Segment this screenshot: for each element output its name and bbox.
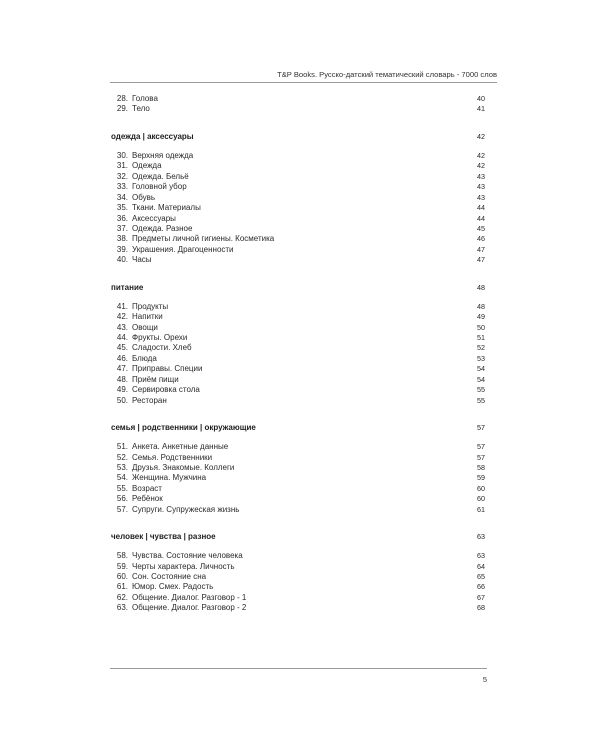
entry-number: 35. — [116, 203, 128, 213]
toc-entry[interactable] — [111, 551, 485, 561]
entry-page: 63 — [477, 551, 485, 561]
entry-number: 48. — [116, 374, 128, 384]
entry-page: 58 — [477, 462, 485, 472]
entry-page: 52 — [477, 343, 485, 353]
section-heading[interactable] — [111, 531, 485, 542]
toc-entry[interactable] — [111, 182, 485, 192]
toc-entry[interactable] — [111, 494, 485, 504]
entry-number: 49. — [116, 385, 128, 395]
entry-page: 42 — [477, 161, 485, 171]
entry-number: 40. — [116, 255, 128, 265]
entry-title: Сервировка стола — [132, 385, 200, 395]
entry-title: Головной убор — [132, 182, 187, 192]
entry-page: 43 — [477, 171, 485, 181]
entry-title: Общение. Диалог. Разговор - 1 — [132, 592, 247, 602]
entry-number: 31. — [116, 161, 128, 171]
toc-entry[interactable] — [111, 234, 485, 244]
entry-number: 29. — [116, 104, 128, 114]
entry-number: 45. — [116, 343, 128, 353]
entry-page: 66 — [477, 582, 485, 592]
entry-number: 44. — [116, 333, 128, 342]
entry-number: 54. — [116, 473, 128, 483]
entry-title: Голова — [132, 94, 158, 103]
entry-page: 48 — [477, 301, 485, 311]
entry-number: 50. — [116, 395, 128, 405]
entry-title: Ресторан — [132, 395, 167, 405]
toc-section — [111, 131, 485, 266]
running-header — [110, 70, 497, 83]
toc-entry[interactable] — [111, 593, 485, 603]
toc-entry[interactable] — [111, 255, 485, 265]
entry-title: Одежда — [132, 161, 162, 171]
section-heading-page: 42 — [477, 131, 485, 141]
entry-title: Напитки — [132, 312, 163, 322]
entry-page: 54 — [477, 364, 485, 374]
entry-number: 56. — [116, 494, 128, 504]
toc-entry[interactable] — [111, 603, 485, 613]
toc-entry[interactable] — [111, 245, 485, 255]
entry-title: Фрукты. Орехи — [132, 333, 188, 342]
entry-page: 55 — [477, 395, 485, 405]
toc-entry[interactable] — [111, 473, 485, 483]
entry-number: 51. — [116, 442, 128, 452]
entry-title: Женщина. Мужчина — [132, 473, 207, 483]
entry-number: 53. — [116, 462, 128, 472]
entry-page: 53 — [477, 353, 485, 363]
toc-entry[interactable] — [111, 582, 485, 592]
entry-title: Возраст — [132, 483, 162, 493]
toc-entry[interactable] — [111, 323, 485, 333]
entry-page: 45 — [477, 223, 485, 233]
toc-section — [111, 531, 485, 614]
section-heading-title: человек | чувства | разное — [111, 532, 216, 542]
entry-page: 55 — [477, 385, 485, 395]
entry-page: 65 — [477, 572, 485, 581]
entry-page: 57 — [477, 452, 485, 462]
entry-page: 41 — [477, 104, 485, 114]
entry-title: Семья. Родственники — [132, 452, 213, 462]
entry-page: 67 — [477, 592, 485, 602]
entry-page: 49 — [477, 312, 485, 322]
toc-entry[interactable] — [111, 354, 485, 364]
toc-entry[interactable] — [111, 385, 485, 395]
toc-entry[interactable] — [111, 203, 485, 213]
entry-number: 30. — [116, 150, 128, 160]
toc-entry[interactable] — [111, 562, 485, 572]
entry-title: Продукты — [132, 301, 169, 311]
entry-title: Анкета. Анкетные данные — [132, 442, 229, 452]
page-footer — [110, 668, 487, 684]
entry-page: 54 — [477, 374, 485, 384]
entry-title: Блюда — [132, 353, 157, 363]
book-title: T&P Books. Русско-датский тематический словарь - 7000 слов — [277, 70, 497, 79]
entry-title: Супруги. Супружеская жизнь — [132, 504, 240, 514]
entry-page: 60 — [477, 483, 485, 493]
entry-title: Общение. Диалог. Разговор - 2 — [132, 603, 247, 613]
entry-title: Украшения. Драгоценности — [132, 244, 234, 254]
entry-page: 47 — [477, 255, 485, 265]
entry-title: Юмор. Смех. Радость — [132, 582, 214, 592]
entry-page: 51 — [477, 333, 485, 342]
entry-number: 42. — [116, 312, 128, 322]
toc-entry[interactable] — [111, 453, 485, 463]
toc-entry[interactable] — [111, 94, 485, 104]
entry-title: Верхняя одежда — [132, 150, 194, 160]
entry-number: 38. — [116, 234, 128, 244]
entry-title: Аксессуары — [132, 213, 176, 223]
entry-number: 28. — [116, 94, 128, 103]
entry-number: 61. — [116, 582, 128, 592]
entry-number: 59. — [116, 561, 128, 571]
entry-page: 50 — [477, 322, 485, 332]
table-of-contents — [111, 94, 485, 630]
entry-number: 34. — [116, 192, 128, 202]
entry-title: Ткани. Материалы — [132, 203, 201, 213]
entry-number: 62. — [116, 592, 128, 602]
entry-title: Друзья. Знакомые. Коллеги — [132, 462, 235, 472]
toc-entry[interactable] — [111, 214, 485, 224]
section-heading-page: 48 — [477, 282, 485, 292]
entry-title: Часы — [132, 255, 152, 265]
page-number: 5 — [482, 675, 487, 684]
entry-page: 60 — [477, 494, 485, 504]
toc-entry[interactable] — [111, 333, 485, 343]
entry-title: Ребёнок — [132, 494, 163, 504]
entry-title: Приём пищи — [132, 374, 179, 384]
toc-entry[interactable] — [111, 572, 485, 582]
entry-number: 46. — [116, 353, 128, 363]
entry-title: Предметы личной гигиены. Косметика — [132, 234, 275, 244]
entry-page: 42 — [477, 150, 485, 160]
section-heading-title: питание — [111, 282, 144, 292]
toc-section — [111, 94, 485, 115]
toc-section — [111, 422, 485, 515]
toc-entry[interactable] — [111, 151, 485, 161]
entry-page: 44 — [477, 213, 485, 223]
toc-entry[interactable] — [111, 104, 485, 114]
entry-page: 68 — [477, 603, 485, 613]
entry-title: Черты характера. Личность — [132, 561, 235, 571]
entry-page: 64 — [477, 561, 485, 571]
section-heading-title: одежда | аксессуары — [111, 131, 194, 141]
entry-number: 63. — [116, 603, 128, 613]
entry-title: Чувства. Состояние человека — [132, 551, 243, 561]
entry-page: 40 — [477, 94, 485, 103]
entry-page: 59 — [477, 473, 485, 483]
section-heading-page: 57 — [477, 423, 485, 433]
section-heading-title: семья | родственники | окружающие — [111, 423, 256, 433]
toc-entry[interactable] — [111, 343, 485, 353]
entry-number: 57. — [116, 504, 128, 514]
entry-page: 46 — [477, 234, 485, 244]
entry-title: Сладости. Хлеб — [132, 343, 192, 353]
entry-number: 37. — [116, 223, 128, 233]
entry-page: 43 — [477, 192, 485, 202]
toc-entry[interactable] — [111, 484, 485, 494]
entry-title: Приправы. Специи — [132, 364, 203, 374]
toc-entry[interactable] — [111, 505, 485, 515]
toc-entry[interactable] — [111, 172, 485, 182]
entry-number: 52. — [116, 452, 128, 462]
toc-entry[interactable] — [111, 312, 485, 322]
entry-number: 43. — [116, 322, 128, 332]
toc-section — [111, 282, 485, 406]
toc-entry[interactable] — [111, 375, 485, 385]
toc-entry[interactable] — [111, 463, 485, 473]
section-heading[interactable] — [111, 131, 485, 142]
entry-number: 36. — [116, 213, 128, 223]
entry-page: 43 — [477, 182, 485, 192]
entry-title: Одежда. Бельё — [132, 171, 189, 181]
entry-page: 57 — [477, 442, 485, 452]
entry-number: 32. — [116, 171, 128, 181]
toc-entry[interactable] — [111, 396, 485, 406]
entry-number: 58. — [116, 551, 128, 561]
entry-title: Тело — [132, 104, 150, 114]
entry-number: 47. — [116, 364, 128, 374]
entry-number: 33. — [116, 182, 128, 192]
entry-title: Сон. Состояние сна — [132, 572, 207, 581]
section-heading-page: 63 — [477, 532, 485, 542]
toc-entry[interactable] — [111, 302, 485, 312]
entry-page: 61 — [477, 504, 485, 514]
toc-entry[interactable] — [111, 193, 485, 203]
entry-title: Овощи — [132, 322, 158, 332]
toc-entry[interactable] — [111, 161, 485, 171]
entry-page: 47 — [477, 244, 485, 254]
toc-entry[interactable] — [111, 224, 485, 234]
toc-entry[interactable] — [111, 442, 485, 452]
entry-number: 55. — [116, 483, 128, 493]
entry-number: 41. — [116, 301, 128, 311]
entry-page: 44 — [477, 203, 485, 213]
section-heading[interactable] — [111, 282, 485, 293]
entry-title: Одежда. Разное — [132, 223, 193, 233]
entry-number: 60. — [116, 572, 128, 581]
entry-number: 39. — [116, 244, 128, 254]
entry-title: Обувь — [132, 192, 156, 202]
section-heading[interactable] — [111, 422, 485, 433]
toc-entry[interactable] — [111, 364, 485, 374]
